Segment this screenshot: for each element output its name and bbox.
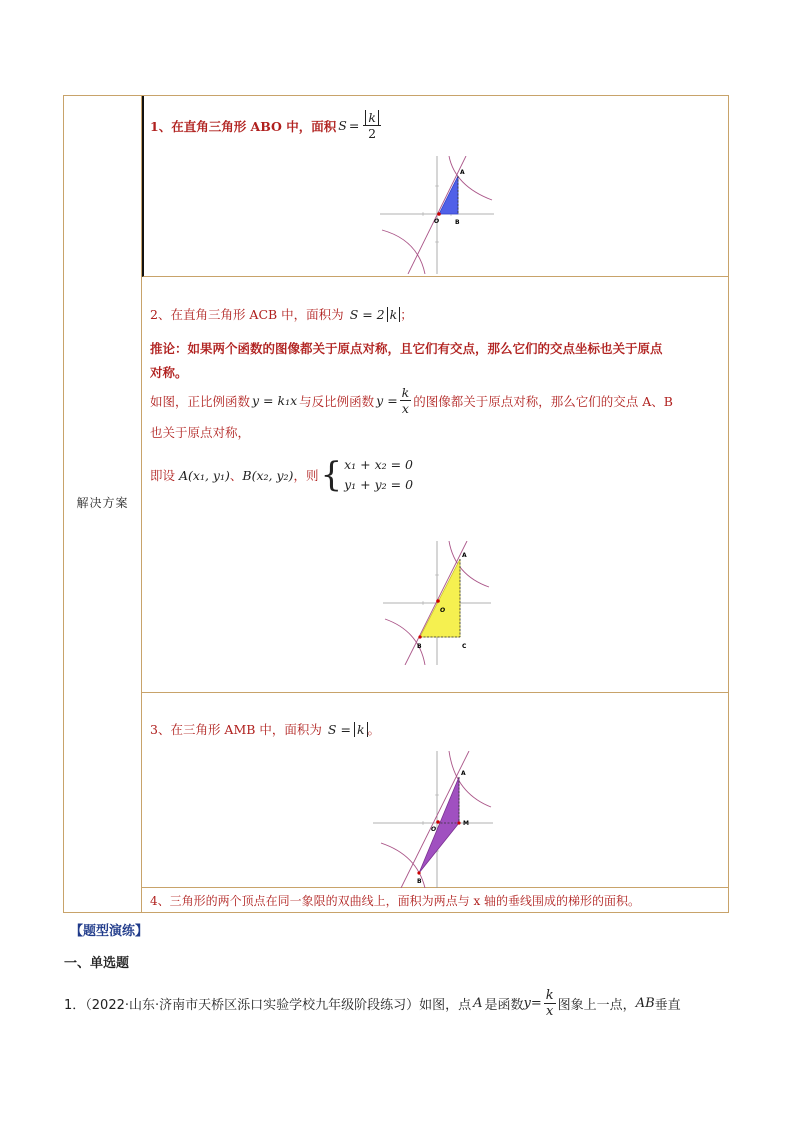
question-ab: AB <box>635 996 655 1011</box>
triangle-amb <box>419 777 459 873</box>
row-2 <box>142 277 728 693</box>
row2-line5-sep: 、 <box>229 468 243 483</box>
g3-label-m: M <box>463 820 469 827</box>
question-num: k <box>545 988 554 1003</box>
row2-line3-b: 与反比例函数 <box>299 393 375 409</box>
row2-line3-den: x <box>401 401 409 416</box>
solution-table <box>63 95 729 913</box>
triangle-acb <box>420 559 460 637</box>
graph-2 <box>383 541 491 665</box>
row2-inference-line2: 对称。 <box>150 365 188 380</box>
row1-fraction <box>363 110 381 141</box>
row2-line3-formula1: y = k₁x <box>252 393 298 408</box>
g1-label-b: B <box>455 219 460 226</box>
left-column <box>64 96 142 912</box>
row2-line1-prefix: 2、在直角三角形 ACB 中，面积为 <box>150 307 344 322</box>
row3-suffix: 。 <box>367 722 381 737</box>
row2-line1-abs: k <box>387 307 401 322</box>
row-4 <box>142 888 728 913</box>
row1-formula-eq: = <box>348 118 360 133</box>
row3-abs: k <box>354 722 368 737</box>
row2-line5-B: B(x₂, y₂) <box>242 467 294 483</box>
row2-line5-A: A(x₁, y₁) <box>179 467 230 483</box>
g2-label-a: A <box>462 552 467 559</box>
row2-system-eq2: y₁ + y₂ = 0 <box>344 477 414 492</box>
row2-line3 <box>150 385 673 416</box>
question-fraction <box>544 988 556 1019</box>
row2-line3-a: 如图，正比例函数 <box>150 393 251 409</box>
row2-line3-num: k <box>401 385 410 400</box>
row4-text: 4、三角形的两个顶点在同一象限的双曲线上，面积为两点与 x 轴的垂线围成的梯形的面积。 <box>150 894 641 908</box>
row2-line1-formula: S = 2 <box>349 306 385 322</box>
row2-system <box>344 455 413 495</box>
row2-line4: 也关于原点对称， <box>150 425 251 440</box>
row3-prefix: 3、在三角形 AMB 中，面积为 <box>150 722 322 737</box>
row1-text <box>150 110 383 141</box>
g1-label-o: O <box>434 218 440 225</box>
question-end: 垂直 <box>654 998 681 1013</box>
row3-text <box>150 720 380 738</box>
question-mid: 是函数 <box>484 998 524 1013</box>
row2-line3-fraction <box>400 385 412 416</box>
row2-line5: 即设 A(x₁, y₁) 、 B(x₂, y₂) ，则 { x₁ + x₂ = 0 y₁ + y₂ = 0 <box>150 455 414 495</box>
row1-text-prefix: 1、在直角三角形 ABO 中，面积 <box>150 118 337 134</box>
question-y: y= <box>523 996 542 1011</box>
row1-frac-num: k <box>365 110 379 125</box>
g2-label-b: B <box>417 643 422 650</box>
left-column-header: 解决方案 <box>76 496 129 510</box>
section-heading: 【题型演练】 <box>70 924 149 939</box>
row1-frac-den: 2 <box>368 126 377 141</box>
question-1 <box>64 988 681 1019</box>
question-suffix: 图象上一点， <box>557 998 636 1013</box>
row2-inference-line1: 推论：如果两个函数的图像都关于原点对称，且它们有交点，那么它们的交点坐标也关于原点 <box>150 341 663 356</box>
g2-label-o: O <box>440 607 446 614</box>
question-point-a: A <box>473 996 483 1011</box>
question-prefix: 1．（2022·山东·济南市天桥区泺口实验学校九年级阶段练习）如图，点 <box>64 998 472 1013</box>
row2-line1-suffix: ； <box>400 307 413 322</box>
g2-label-c: C <box>462 643 467 650</box>
row3-formula: S = <box>327 721 351 737</box>
graph-1 <box>380 156 494 274</box>
g3-label-b: B <box>417 878 422 885</box>
row2-line3-c: 的图像都关于原点对称，那么它们的交点 A、B <box>413 393 673 409</box>
row2-line1 <box>150 305 413 323</box>
g1-label-a: A <box>460 169 465 176</box>
g3-label-a: A <box>461 770 466 777</box>
graph-3 <box>373 751 493 888</box>
row2-line5-c: ，则 <box>293 468 319 483</box>
row2-system-eq1: x₁ + x₂ = 0 <box>344 457 414 472</box>
row2-line5-a: 即设 <box>150 468 176 483</box>
row-3 <box>142 693 728 888</box>
row1-formula-s: S <box>338 118 347 133</box>
triangle-abo <box>439 176 458 214</box>
row2-line3-y: y = <box>376 393 398 408</box>
g3-label-o: O <box>431 826 437 833</box>
question-den: x <box>546 1004 554 1019</box>
row-1 <box>142 96 728 277</box>
subheading: 一、单选题 <box>64 956 130 971</box>
